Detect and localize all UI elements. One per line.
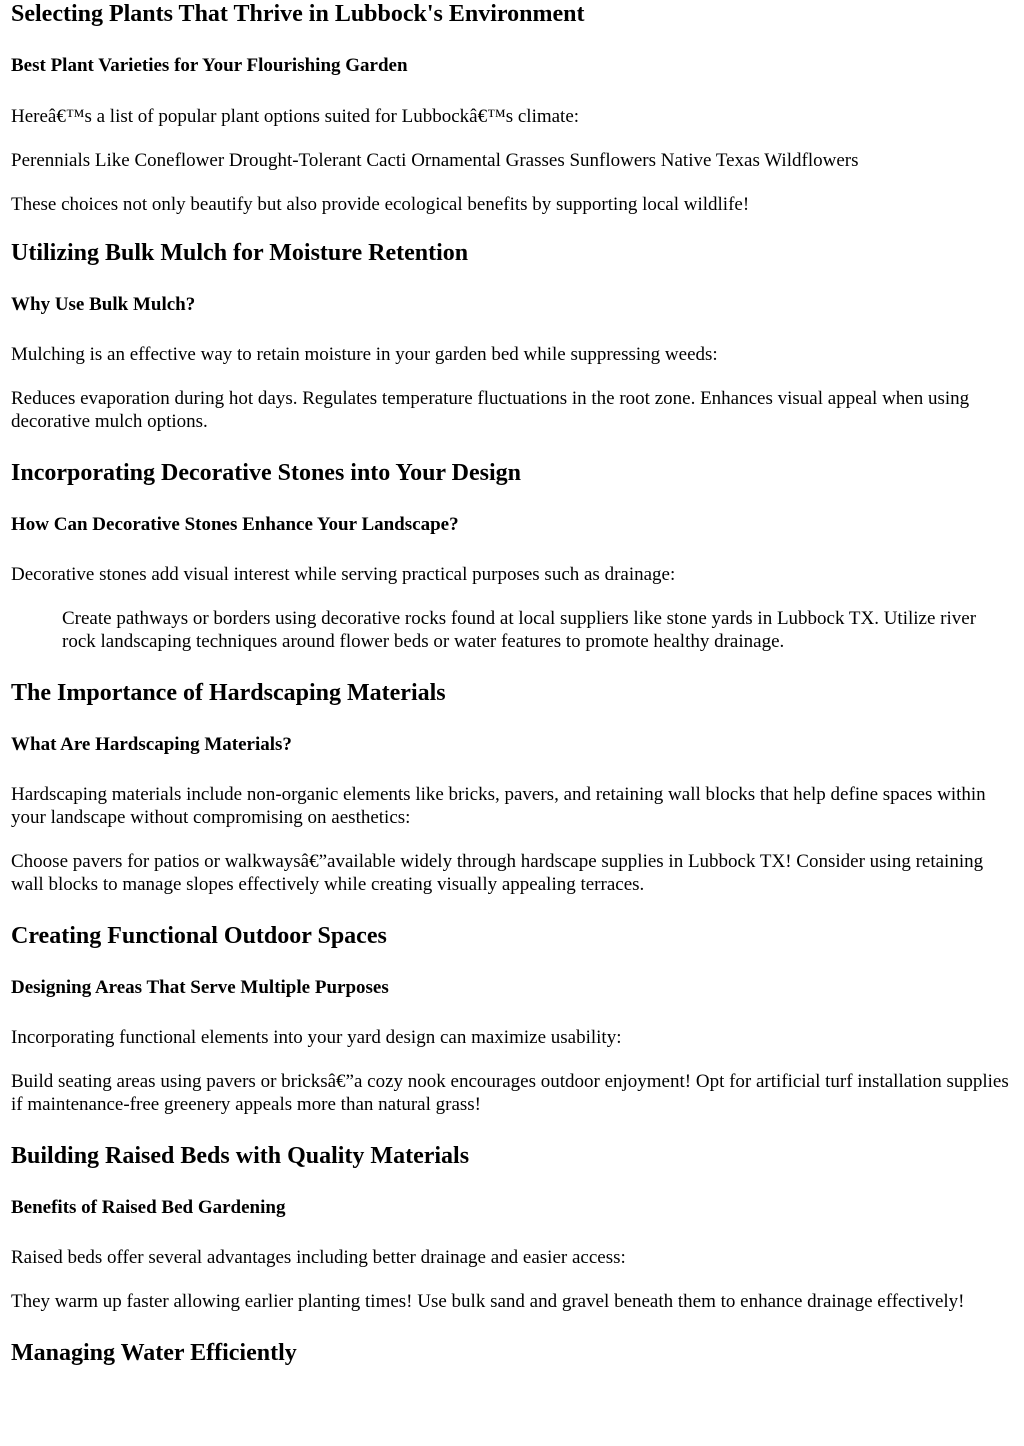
section-heading: Selecting Plants That Thrive in Lubbock's Environment xyxy=(11,1,585,27)
section-extra: These choices not only beautify but also provide ecological benefits by supporting local wildlife! xyxy=(11,194,750,215)
section-intro: Decorative stones add visual interest while serving practical purposes such as drainage: xyxy=(11,564,676,585)
section-subheading: Why Use Bulk Mulch? xyxy=(11,294,196,315)
section-heading: Building Raised Beds with Quality Materials xyxy=(11,1143,470,1169)
section-subheading: How Can Decorative Stones Enhance Your Landscape? xyxy=(11,514,459,535)
section-intro: Raised beds offer several advantages including better drainage and easier access: xyxy=(11,1247,626,1268)
section-heading: Managing Water Efficiently xyxy=(11,1340,297,1366)
section-body: Build seating areas using pavers or bricksâ€”a cozy nook encourages outdoor enjoyment! Opt for artificial turf installation supplies if maintenance-free greenery appeals more than natural grass! xyxy=(11,1071,1009,1115)
section-body: They warm up faster allowing earlier planting times! Use bulk sand and gravel beneath them to enhance drainage effectively! xyxy=(11,1291,965,1312)
section-heading: Incorporating Decorative Stones into Your Design xyxy=(11,460,521,486)
section-body: Choose pavers for patios or walkwaysâ€”available widely through hardscape supplies in Lubbock TX! Consider using retaining wall blocks to manage slopes effectively while creating visually appealing terraces. xyxy=(11,851,984,895)
section-intro: Mulching is an effective way to retain moisture in your garden bed while suppressing weeds: xyxy=(11,344,718,365)
section-intro: Hereâ€™s a list of popular plant options suited for Lubbockâ€™s climate: xyxy=(11,106,580,127)
section-body: Perennials Like Coneflower Drought-Tolerant Cacti Ornamental Grasses Sunflowers Native Texas Wildflowers xyxy=(11,150,859,171)
section-heading: The Importance of Hardscaping Materials xyxy=(11,680,446,706)
section-subheading: Best Plant Varieties for Your Flourishing Garden xyxy=(11,55,408,76)
section-heading: Utilizing Bulk Mulch for Moisture Retention xyxy=(11,240,469,266)
section-quote: Create pathways or borders using decorative rocks found at local suppliers like stone yards in Lubbock TX. Utilize river rock landscaping techniques around flower beds or water features to promote healthy drainage. xyxy=(62,608,977,652)
section-intro: Incorporating functional elements into your yard design can maximize usability: xyxy=(11,1027,622,1048)
section-intro: Hardscaping materials include non-organic elements like bricks, pavers, and retaining wall blocks that help define spaces within your landscape without compromising on aesthetics: xyxy=(11,784,986,828)
section-body: Reduces evaporation during hot days. Regulates temperature fluctuations in the root zone. Enhances visual appeal when using decorative mulch options. xyxy=(11,388,970,432)
section-subheading: Designing Areas That Serve Multiple Purposes xyxy=(11,977,389,998)
section-subheading: What Are Hardscaping Materials? xyxy=(11,734,292,755)
section-subheading: Benefits of Raised Bed Gardening xyxy=(11,1197,286,1218)
section-heading: Creating Functional Outdoor Spaces xyxy=(11,923,387,949)
